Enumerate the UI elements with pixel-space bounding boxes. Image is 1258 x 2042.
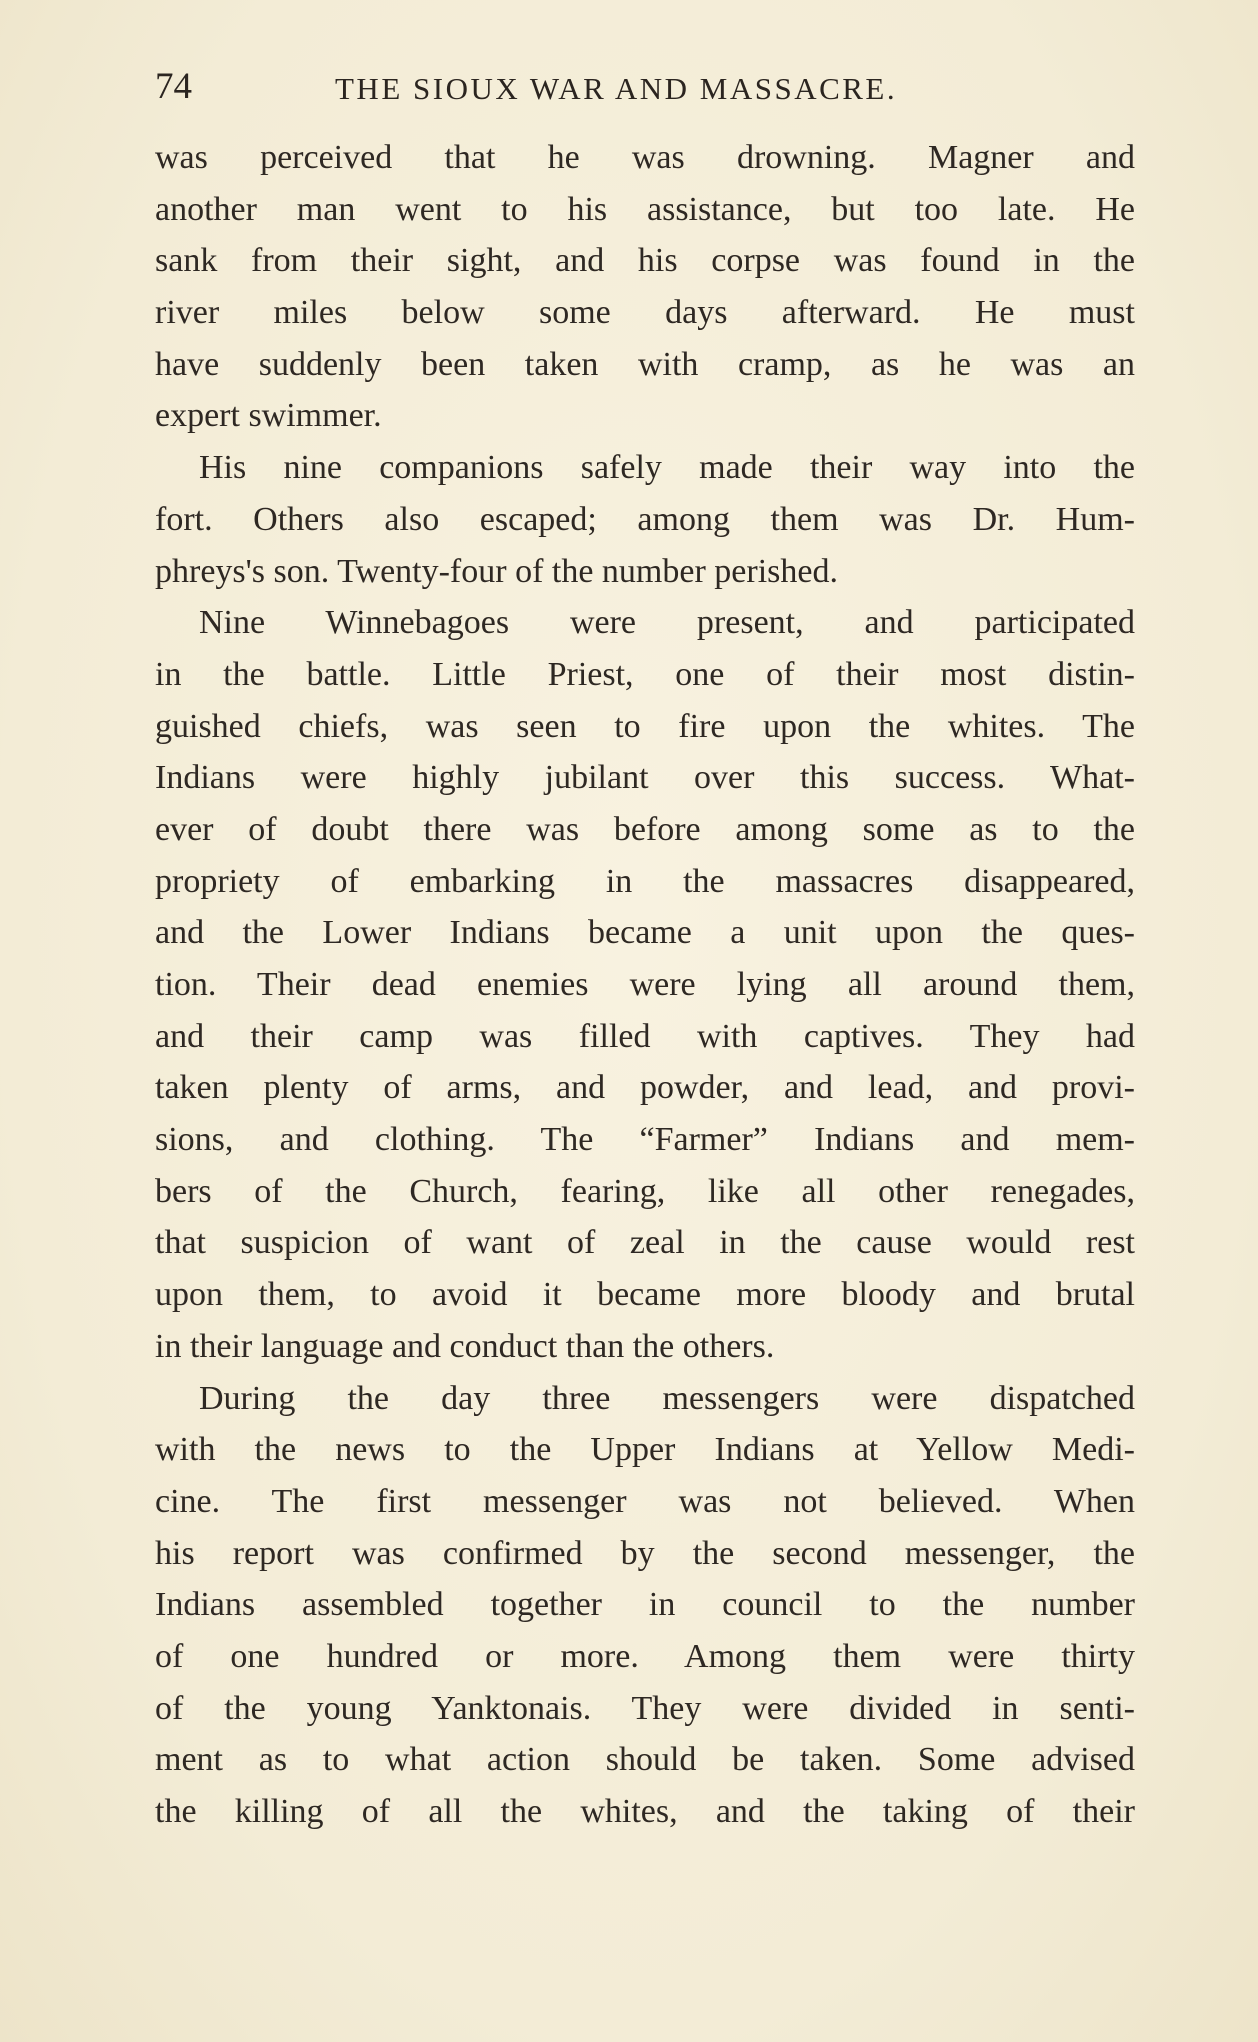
body-text <box>155 132 1135 1838</box>
text-line: ment as to what action should be taken. Some advised <box>155 1741 1135 1779</box>
text-line: was perceived that he was drowning. Magner and <box>155 139 1135 176</box>
text-line: that suspicion of want of zeal in the cause would rest <box>155 1224 1135 1262</box>
text-line: upon them, to avoid it became more bloody and brutal <box>155 1276 1135 1314</box>
text-line: cine. The first messenger was not believed. When <box>155 1482 1135 1520</box>
text-line: his report was confirmed by the second messenger, the <box>155 1534 1135 1572</box>
page-number: 74 <box>155 66 192 107</box>
text-line: with the news to the Upper Indians at Yellow Medi- <box>155 1431 1135 1469</box>
text-line: Indians were highly jubilant over this success. What- <box>155 759 1135 797</box>
text-line: propriety of embarking in the massacres disappeared, <box>155 862 1135 900</box>
text-line: and the Lower Indians became a unit upon the ques- <box>155 914 1135 952</box>
text-line: of one hundred or more. Among them were thirty <box>155 1637 1135 1675</box>
running-title: THE SIOUX WAR AND MASSACRE. <box>335 71 898 106</box>
text-line: taken plenty of arms, and powder, and lead, and provi- <box>155 1069 1135 1107</box>
text-line: phreys's son. Twenty-four of the number perished. <box>155 552 838 590</box>
text-line: and their camp was filled with captives. They had <box>155 1017 1135 1055</box>
text-line: in the battle. Little Priest, one of their most distin- <box>155 655 1135 693</box>
text-line: have suddenly been taken with cramp, as he was an <box>155 345 1135 383</box>
text-line: During the day three messengers were dispatched <box>199 1379 1135 1417</box>
text-line: the killing of all the whites, and the taking of their <box>155 1793 1135 1830</box>
running-head <box>155 62 1135 112</box>
text-line: Indians assembled together in council to the number <box>155 1586 1135 1624</box>
text-line: tion. Their dead enemies were lying all around them, <box>155 966 1135 1003</box>
text-line: sank from their sight, and his corpse was found in the <box>155 242 1135 280</box>
text-line: expert swimmer. <box>155 397 382 435</box>
text-line: sions, and clothing. The “Farmer” Indians and mem- <box>155 1121 1135 1159</box>
text-line: His nine companions safely made their way into the <box>199 449 1135 487</box>
text-line: in their language and conduct than the others. <box>155 1327 775 1365</box>
text-line: of the young Yanktonais. They were divided in senti- <box>155 1689 1135 1727</box>
text-line: guished chiefs, was seen to fire upon the whites. The <box>155 707 1135 745</box>
text-line: ever of doubt there was before among some as to the <box>155 810 1135 848</box>
text-line: river miles below some days afterward. He must <box>155 294 1135 332</box>
text-line: another man went to his assistance, but too late. He <box>155 190 1135 228</box>
text-line: fort. Others also escaped; among them was Dr. Hum- <box>155 500 1135 538</box>
text-line: Nine Winnebagoes were present, and participated <box>199 604 1135 642</box>
text-line: bers of the Church, fearing, like all other renegades, <box>155 1172 1135 1210</box>
